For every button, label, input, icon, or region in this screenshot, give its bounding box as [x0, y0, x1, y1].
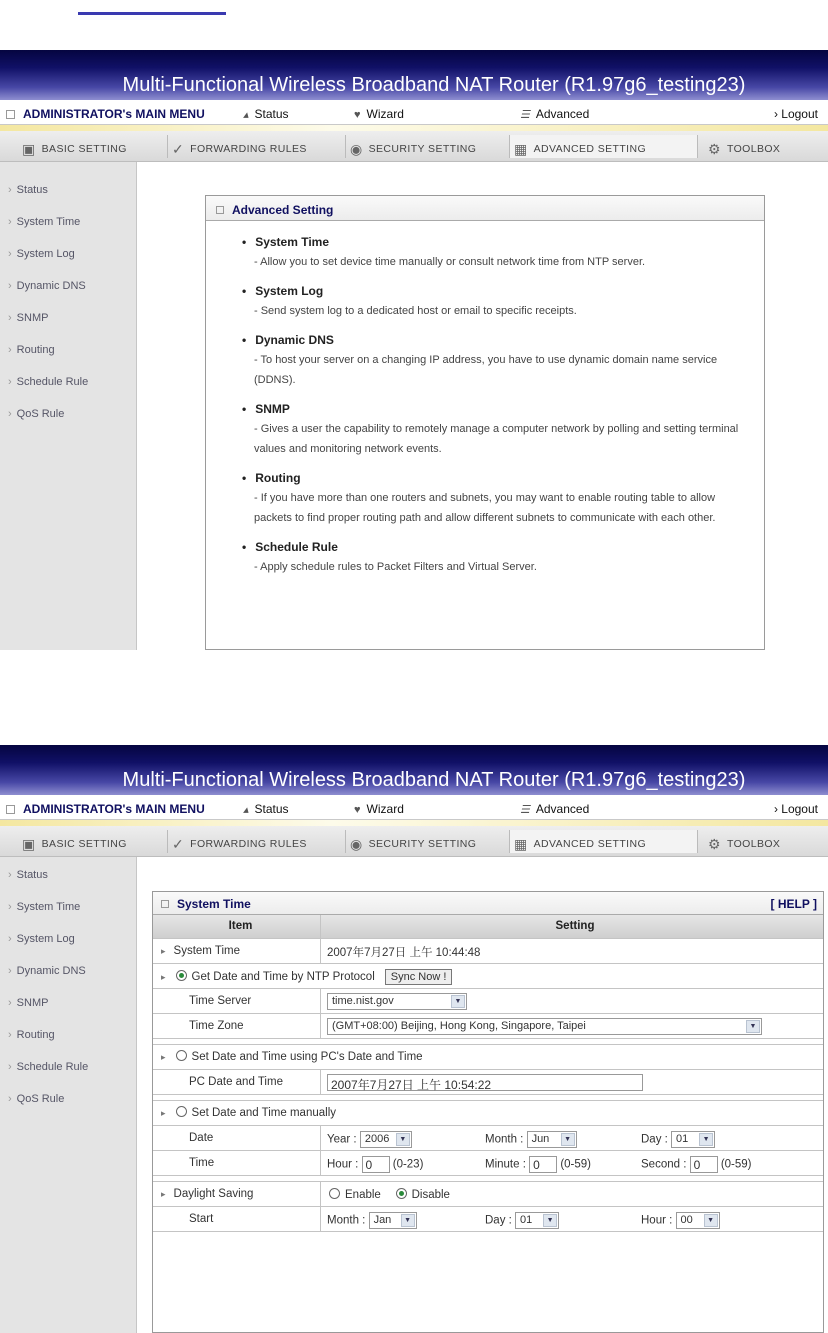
- time-server-select[interactable]: time.nist.gov ▼: [327, 993, 467, 1010]
- hour-group: Hour : 0 (0-23): [327, 1158, 424, 1172]
- toolbox-icon: ⚙: [708, 836, 721, 852]
- router-title: Multi-Functional Wireless Broadband NAT Router (R1.97g6_testing23): [0, 50, 828, 100]
- advanced-setting-icon: ▦: [514, 141, 528, 157]
- menu-wizard[interactable]: ♥ Wizard: [354, 802, 404, 816]
- tab-basic-setting[interactable]: ▣ BASIC SETTING: [18, 135, 168, 158]
- basic-setting-icon: ▣: [22, 836, 36, 852]
- table-row: [153, 1151, 823, 1176]
- list-item: [242, 540, 764, 577]
- tab-security-setting[interactable]: ◉ SECURITY SETTING: [346, 135, 510, 158]
- sidebar-item-system-log[interactable]: › System Log: [0, 933, 136, 965]
- ntp-option: ▸ Get Date and Time by NTP Protocol Sync Now !: [153, 964, 823, 988]
- tab-bar: [0, 131, 828, 162]
- sidebar-item-status[interactable]: › Status: [0, 869, 136, 901]
- start-hour-select[interactable]: 00 ▼: [676, 1212, 720, 1229]
- sidebar-item-dynamic-dns[interactable]: › Dynamic DNS: [0, 965, 136, 997]
- manual-time-option: ▸ Set Date and Time manually: [153, 1101, 823, 1125]
- tab-forwarding-rules[interactable]: ✓ FORWARDING RULES: [168, 830, 346, 853]
- menu-advanced[interactable]: ☰ Advanced: [520, 802, 590, 816]
- year-select[interactable]: 2006 ▼: [360, 1131, 412, 1148]
- table-header: [153, 915, 823, 939]
- table-row: [153, 989, 823, 1014]
- hour-input[interactable]: 0: [362, 1156, 390, 1173]
- sidebar-item-snmp[interactable]: › SNMP: [0, 997, 136, 1029]
- basic-setting-icon: ▣: [22, 141, 36, 157]
- system-time-panel: [152, 891, 824, 1333]
- start-month-select[interactable]: Jan ▼: [369, 1212, 417, 1229]
- feature-desc: - To host your server on a changing IP address, you have to use dynamic domain name service (DDNS).: [254, 354, 718, 386]
- sidebar-item-qos-rule[interactable]: › QoS Rule: [0, 1093, 136, 1125]
- daylight-saving-label: ▸ Daylight Saving: [153, 1182, 321, 1206]
- sidebar: [0, 162, 137, 650]
- table-row: [153, 1045, 823, 1070]
- main-menu-bar: [0, 100, 828, 125]
- feature-title: • System Log: [242, 284, 764, 298]
- sidebar-item-routing[interactable]: › Routing: [0, 1029, 136, 1061]
- chevron-down-icon: ▼: [746, 1020, 760, 1033]
- feature-title: • Routing: [242, 471, 764, 485]
- help-link[interactable]: [ HELP ]: [770, 897, 817, 911]
- advanced-icon: ☰: [520, 804, 530, 816]
- chevron-down-icon: ▼: [699, 1133, 713, 1146]
- tab-basic-setting[interactable]: ▣ BASIC SETTING: [18, 830, 168, 853]
- dst-enable-radio[interactable]: [329, 1188, 340, 1199]
- system-time-value: 2007年7月27日 上午 10:44:48: [327, 947, 481, 959]
- feature-title: • Dynamic DNS: [242, 333, 764, 347]
- start-hour-group: Hour : 00 ▼: [641, 1212, 720, 1229]
- sidebar-item-routing[interactable]: › Routing: [0, 344, 136, 376]
- advanced-setting-panel: [205, 195, 765, 650]
- tab-toolbox[interactable]: ⚙ TOOLBOX: [708, 836, 781, 852]
- feature-list: [206, 221, 764, 577]
- security-setting-icon: ◉: [350, 836, 363, 852]
- table-row: [153, 1126, 823, 1151]
- logout-link[interactable]: › Logout: [773, 802, 818, 816]
- admin-main-menu[interactable]: ADMINISTRATOR's MAIN MENU: [6, 802, 205, 816]
- tab-advanced-setting[interactable]: ▦ ADVANCED SETTING: [510, 830, 698, 853]
- menu-box-icon: [6, 110, 15, 119]
- top-link-underline[interactable]: [78, 12, 226, 15]
- sidebar: [0, 857, 137, 1333]
- time-zone-select[interactable]: (GMT+08:00) Beijing, Hong Kong, Singapore, Taipei ▼: [327, 1018, 762, 1035]
- list-item: [242, 402, 764, 459]
- time-cell: [321, 1151, 823, 1175]
- chevron-down-icon: ▼: [704, 1214, 718, 1227]
- menu-status[interactable]: ▴ Status: [243, 107, 289, 121]
- pc-date-cell: [321, 1070, 823, 1094]
- chevron-down-icon: ▼: [396, 1133, 410, 1146]
- system-time-label: ▸ System Time: [153, 939, 321, 963]
- list-item: [242, 235, 764, 272]
- list-item: [242, 471, 764, 528]
- list-item: [242, 284, 764, 321]
- minute-input[interactable]: 0: [529, 1156, 557, 1173]
- ntp-radio[interactable]: [176, 970, 187, 981]
- security-setting-icon: ◉: [350, 141, 363, 157]
- panel-box-icon: [161, 900, 169, 908]
- day-select[interactable]: 01 ▼: [671, 1131, 715, 1148]
- sidebar-item-schedule-rule[interactable]: › Schedule Rule: [0, 1061, 136, 1093]
- sidebar-item-system-time[interactable]: › System Time: [0, 901, 136, 933]
- panel-box-icon: [216, 206, 224, 214]
- date-cell: [321, 1126, 823, 1150]
- status-icon: ▴: [243, 804, 249, 816]
- chevron-down-icon: ▼: [543, 1214, 557, 1227]
- table-row: [153, 1182, 823, 1207]
- month-group: Month : Jun ▼: [485, 1131, 577, 1148]
- forwarding-rules-icon: ✓: [172, 836, 185, 852]
- start-label: Start: [153, 1207, 321, 1231]
- table-row: [153, 1014, 823, 1039]
- date-label: Date: [153, 1126, 321, 1150]
- sidebar-item-dynamic-dns[interactable]: › Dynamic DNS: [0, 280, 136, 312]
- wizard-icon: ♥: [354, 804, 361, 816]
- table-row: [153, 1101, 823, 1126]
- toolbox-icon: ⚙: [708, 141, 721, 157]
- menu-advanced[interactable]: ☰ Advanced: [520, 107, 590, 121]
- sidebar-item-status[interactable]: › Status: [0, 184, 136, 216]
- feature-title: • Schedule Rule: [242, 540, 764, 554]
- tab-security-setting[interactable]: ◉ SECURITY SETTING: [346, 830, 510, 853]
- feature-desc: - If you have more than one routers and subnets, you may want to enable routing table to allow packets to find proper routing path and allow different subnets to communicate with each other.: [254, 492, 716, 524]
- system-time-screenshot: [0, 745, 828, 1333]
- menu-box-icon: [6, 805, 15, 814]
- start-day-select[interactable]: 01 ▼: [515, 1212, 559, 1229]
- tab-forwarding-rules[interactable]: ✓ FORWARDING RULES: [168, 135, 346, 158]
- forwarding-rules-icon: ✓: [172, 141, 185, 157]
- chevron-down-icon: ▼: [451, 995, 465, 1008]
- feature-desc: - Allow you to set device time manually or consult network time from NTP server.: [254, 256, 646, 268]
- pc-time-option: ▸ Set Date and Time using PC's Date and Time: [153, 1045, 823, 1069]
- chevron-down-icon: ▼: [561, 1133, 575, 1146]
- pc-time-radio[interactable]: [176, 1050, 187, 1061]
- second-group: Second : 0 (0-59): [641, 1158, 752, 1172]
- chevron-down-icon: ▼: [401, 1214, 415, 1227]
- second-input[interactable]: 0: [690, 1156, 718, 1173]
- time-label: Time: [153, 1151, 321, 1175]
- sidebar-item-snmp[interactable]: › SNMP: [0, 312, 136, 344]
- advanced-setting-screenshot: [0, 50, 828, 650]
- feature-title: • System Time: [242, 235, 764, 249]
- menu-status[interactable]: ▴ Status: [243, 802, 289, 816]
- time-zone-cell: [321, 1014, 823, 1038]
- pc-date-label: PC Date and Time: [153, 1070, 321, 1094]
- menu-wizard[interactable]: ♥ Wizard: [354, 107, 404, 121]
- advanced-icon: ☰: [520, 109, 530, 121]
- pc-date-field[interactable]: 2007年7月27日 上午 10:54:22: [327, 1074, 643, 1091]
- start-month-group: Month : Jan ▼: [327, 1212, 417, 1229]
- sidebar-item-qos-rule[interactable]: › QoS Rule: [0, 408, 136, 440]
- tab-bar: [0, 826, 828, 857]
- time-server-label: Time Server: [153, 989, 321, 1013]
- sidebar-item-schedule-rule[interactable]: › Schedule Rule: [0, 376, 136, 408]
- admin-main-menu[interactable]: ADMINISTRATOR's MAIN MENU: [6, 107, 205, 121]
- logout-link[interactable]: › Logout: [773, 107, 818, 121]
- feature-title: • SNMP: [242, 402, 764, 416]
- column-item: Item: [153, 915, 321, 938]
- start-day-group: Day : 01 ▼: [485, 1212, 559, 1229]
- table-row: [153, 964, 823, 989]
- year-group: Year : 2006 ▼: [327, 1131, 412, 1148]
- time-server-cell: [321, 989, 823, 1013]
- manual-time-radio[interactable]: [176, 1106, 187, 1117]
- main-menu-bar: [0, 795, 828, 820]
- tab-advanced-setting[interactable]: ▦ ADVANCED SETTING: [510, 135, 698, 158]
- column-setting: Setting: [555, 920, 595, 932]
- panel-title: Advanced Setting: [206, 196, 764, 221]
- feature-desc: - Send system log to a dedicated host or email to specific receipts.: [254, 305, 577, 317]
- start-cell: [321, 1207, 823, 1231]
- wizard-icon: ♥: [354, 109, 361, 121]
- time-zone-label: Time Zone: [153, 1014, 321, 1038]
- table-row: [153, 939, 823, 964]
- sync-now-button[interactable]: Sync Now !: [385, 969, 453, 985]
- advanced-setting-icon: ▦: [514, 836, 528, 852]
- minute-group: Minute : 0 (0-59): [485, 1158, 592, 1172]
- sidebar-item-system-time[interactable]: › System Time: [0, 216, 136, 248]
- feature-desc: - Gives a user the capability to remotely manage a computer network by polling and setting terminal values and monitoring network events.: [254, 423, 739, 455]
- dst-disable-radio[interactable]: [396, 1188, 407, 1199]
- table-row: [153, 1070, 823, 1095]
- status-icon: ▴: [243, 109, 249, 121]
- panel-title: System Time [ HELP ]: [153, 892, 823, 915]
- month-select[interactable]: Jun ▼: [527, 1131, 577, 1148]
- list-item: [242, 333, 764, 390]
- router-title: Multi-Functional Wireless Broadband NAT Router (R1.97g6_testing23): [0, 745, 828, 795]
- sidebar-item-system-log[interactable]: › System Log: [0, 248, 136, 280]
- feature-desc: - Apply schedule rules to Packet Filters and Virtual Server.: [254, 561, 537, 573]
- daylight-saving-cell: Enable Disable: [321, 1182, 823, 1206]
- tab-toolbox[interactable]: ⚙ TOOLBOX: [708, 141, 781, 157]
- day-group: Day : 01 ▼: [641, 1131, 715, 1148]
- table-row: [153, 1207, 823, 1232]
